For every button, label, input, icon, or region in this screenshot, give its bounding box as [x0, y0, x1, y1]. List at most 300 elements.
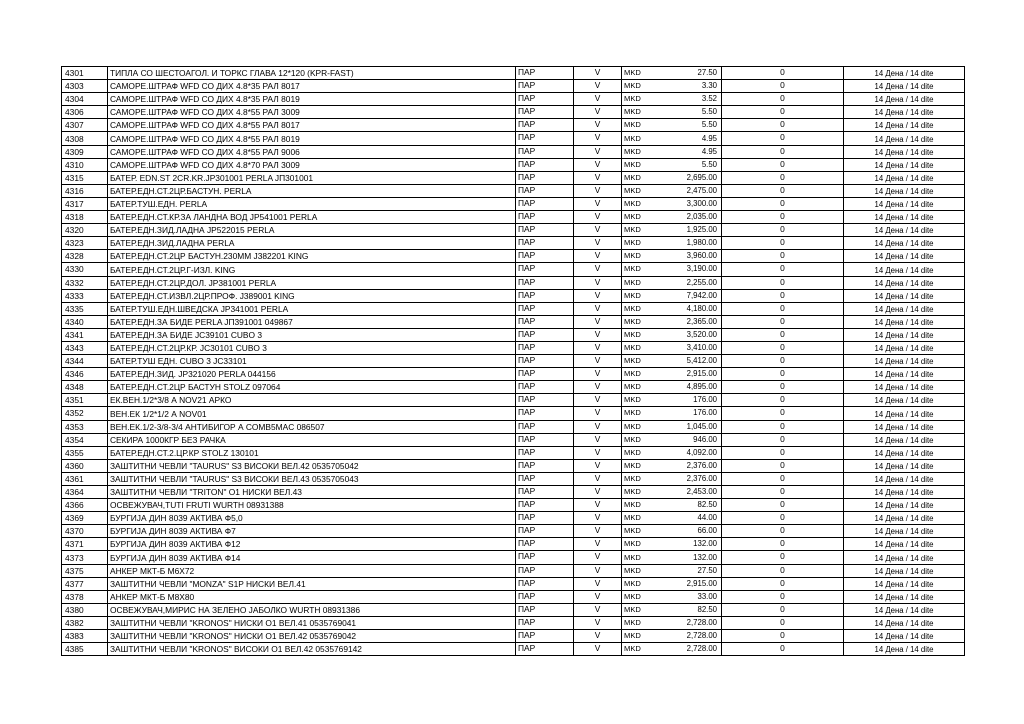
quantity-cell: 0: [722, 433, 844, 446]
currency-cell: MKD: [622, 603, 660, 616]
flag-cell: V: [574, 106, 622, 119]
price-cell: 3,300.00: [660, 197, 722, 210]
delivery-term-cell: 14 Дена / 14 dite: [844, 67, 965, 80]
item-code-cell: 4330: [62, 263, 108, 276]
table-row: [62, 486, 965, 499]
delivery-term-cell: 14 Дена / 14 dite: [844, 106, 965, 119]
item-name-cell: БАТЕР.ТУШ.ЕДН. PERLA: [108, 197, 516, 210]
item-name-cell: ВЕН.ЕК 1/2*1/2 А NOV01: [108, 407, 516, 420]
item-name-cell: САМОРЕ.ШТРАФ WFD СО ДИХ 4.8*35 РАЛ 8017: [108, 80, 516, 93]
quantity-cell: 0: [722, 302, 844, 315]
flag-cell: V: [574, 603, 622, 616]
unit-cell: ПАР: [516, 394, 574, 407]
table-row: [62, 394, 965, 407]
price-cell: 946.00: [660, 433, 722, 446]
table-row: [62, 551, 965, 564]
currency-cell: MKD: [622, 368, 660, 381]
price-cell: 2,376.00: [660, 459, 722, 472]
table-row: [62, 328, 965, 341]
delivery-term-cell: 14 Дена / 14 dite: [844, 263, 965, 276]
delivery-term-cell: 14 Дена / 14 dite: [844, 472, 965, 485]
unit-cell: ПАР: [516, 603, 574, 616]
unit-cell: ПАР: [516, 184, 574, 197]
currency-cell: MKD: [622, 276, 660, 289]
quantity-cell: 0: [722, 381, 844, 394]
table-row: [62, 407, 965, 420]
price-cell: 1,925.00: [660, 224, 722, 237]
unit-cell: ПАР: [516, 512, 574, 525]
item-name-cell: АНКЕР МКТ-Б М6Х72: [108, 564, 516, 577]
quantity-cell: 0: [722, 643, 844, 656]
item-code-cell: 4382: [62, 616, 108, 629]
currency-cell: MKD: [622, 577, 660, 590]
quantity-cell: 0: [722, 368, 844, 381]
unit-cell: ПАР: [516, 551, 574, 564]
unit-cell: ПАР: [516, 499, 574, 512]
price-cell: 3.52: [660, 93, 722, 106]
price-list-table: [61, 66, 965, 656]
flag-cell: V: [574, 630, 622, 643]
flag-cell: V: [574, 184, 622, 197]
table-row: [62, 145, 965, 158]
price-cell: 2,728.00: [660, 643, 722, 656]
price-cell: 4,180.00: [660, 302, 722, 315]
quantity-cell: 0: [722, 237, 844, 250]
delivery-term-cell: 14 Дена / 14 dite: [844, 525, 965, 538]
flag-cell: V: [574, 512, 622, 525]
quantity-cell: 0: [722, 132, 844, 145]
item-name-cell: БАТЕР.ЕДН.СТ.2ЦР БАСТУН.230ММ J382201 KING: [108, 250, 516, 263]
quantity-cell: 0: [722, 394, 844, 407]
flag-cell: V: [574, 224, 622, 237]
flag-cell: V: [574, 158, 622, 171]
flag-cell: V: [574, 459, 622, 472]
unit-cell: ПАР: [516, 93, 574, 106]
item-code-cell: 4373: [62, 551, 108, 564]
flag-cell: V: [574, 381, 622, 394]
flag-cell: V: [574, 341, 622, 354]
table-row: [62, 263, 965, 276]
flag-cell: V: [574, 171, 622, 184]
currency-cell: MKD: [622, 486, 660, 499]
flag-cell: V: [574, 590, 622, 603]
item-name-cell: БАТЕР.ЕДН.СТ.2ЦР.ДОЛ. JP381001 PERLA: [108, 276, 516, 289]
unit-cell: ПАР: [516, 341, 574, 354]
quantity-cell: 0: [722, 315, 844, 328]
currency-cell: MKD: [622, 616, 660, 629]
currency-cell: MKD: [622, 328, 660, 341]
item-code-cell: 4323: [62, 237, 108, 250]
delivery-term-cell: 14 Дена / 14 dite: [844, 237, 965, 250]
delivery-term-cell: 14 Дена / 14 dite: [844, 250, 965, 263]
currency-cell: MKD: [622, 630, 660, 643]
table-row: [62, 250, 965, 263]
flag-cell: V: [574, 67, 622, 80]
quantity-cell: 0: [722, 486, 844, 499]
quantity-cell: 0: [722, 328, 844, 341]
currency-cell: MKD: [622, 512, 660, 525]
currency-cell: MKD: [622, 171, 660, 184]
flag-cell: V: [574, 132, 622, 145]
table-row: [62, 499, 965, 512]
price-cell: 3,520.00: [660, 328, 722, 341]
item-name-cell: БАТЕР.ТУШ.ЕДН.ШВЕДСКА JP341001 PERLA: [108, 302, 516, 315]
quantity-cell: 0: [722, 590, 844, 603]
unit-cell: ПАР: [516, 211, 574, 224]
currency-cell: MKD: [622, 538, 660, 551]
unit-cell: ПАР: [516, 433, 574, 446]
flag-cell: V: [574, 394, 622, 407]
item-name-cell: ТИПЛА СО ШЕСТОАГОЛ. И ТОРКС ГЛАВА 12*120 (KPR-FAST): [108, 67, 516, 80]
currency-cell: MKD: [622, 446, 660, 459]
item-code-cell: 4316: [62, 184, 108, 197]
item-name-cell: БАТЕР.ЕДН.СТ.2ЦР.Г-ИЗЛ. KING: [108, 263, 516, 276]
price-cell: 3,960.00: [660, 250, 722, 263]
delivery-term-cell: 14 Дена / 14 dite: [844, 302, 965, 315]
item-name-cell: САМОРЕ.ШТРАФ WFD СО ДИХ 4.8*35 РАЛ 8019: [108, 93, 516, 106]
currency-cell: MKD: [622, 315, 660, 328]
flag-cell: V: [574, 328, 622, 341]
currency-cell: MKD: [622, 525, 660, 538]
item-code-cell: 4307: [62, 119, 108, 132]
flag-cell: V: [574, 119, 622, 132]
quantity-cell: 0: [722, 420, 844, 433]
item-code-cell: 4315: [62, 171, 108, 184]
item-name-cell: ОСВЕЖУВАЧ,TUTI FRUTI WURTH 08931388: [108, 499, 516, 512]
unit-cell: ПАР: [516, 577, 574, 590]
currency-cell: MKD: [622, 237, 660, 250]
delivery-term-cell: 14 Дена / 14 dite: [844, 145, 965, 158]
table-row: [62, 119, 965, 132]
table-row: [62, 616, 965, 629]
unit-cell: ПАР: [516, 302, 574, 315]
unit-cell: ПАР: [516, 381, 574, 394]
delivery-term-cell: 14 Дена / 14 dite: [844, 184, 965, 197]
unit-cell: ПАР: [516, 250, 574, 263]
item-name-cell: ВЕН.ЕК.1/2-3/8-3/4 АНТИБИГОР А COMB5MAC 086507: [108, 420, 516, 433]
price-cell: 2,695.00: [660, 171, 722, 184]
currency-cell: MKD: [622, 145, 660, 158]
table-row: [62, 93, 965, 106]
table-row: [62, 302, 965, 315]
item-code-cell: 4383: [62, 630, 108, 643]
currency-cell: MKD: [622, 197, 660, 210]
quantity-cell: 0: [722, 93, 844, 106]
currency-cell: MKD: [622, 472, 660, 485]
unit-cell: ПАР: [516, 525, 574, 538]
price-cell: 2,365.00: [660, 315, 722, 328]
table-row: [62, 197, 965, 210]
unit-cell: ПАР: [516, 106, 574, 119]
quantity-cell: 0: [722, 459, 844, 472]
delivery-term-cell: 14 Дена / 14 dite: [844, 341, 965, 354]
flag-cell: V: [574, 80, 622, 93]
delivery-term-cell: 14 Дена / 14 dite: [844, 211, 965, 224]
flag-cell: V: [574, 577, 622, 590]
quantity-cell: 0: [722, 446, 844, 459]
price-cell: 2,915.00: [660, 577, 722, 590]
price-cell: 4,895.00: [660, 381, 722, 394]
item-name-cell: БАТЕР.ЕДН.СТ.2ЦР.КР. JC30101 CUBO 3: [108, 341, 516, 354]
flag-cell: V: [574, 486, 622, 499]
flag-cell: V: [574, 472, 622, 485]
price-cell: 4.95: [660, 132, 722, 145]
item-name-cell: БУРГИЈА ДИН 8039 АКТИВА Ф5,0: [108, 512, 516, 525]
price-cell: 5,412.00: [660, 355, 722, 368]
item-code-cell: 4306: [62, 106, 108, 119]
item-name-cell: АНКЕР МКТ-Б М8Х80: [108, 590, 516, 603]
unit-cell: ПАР: [516, 472, 574, 485]
currency-cell: MKD: [622, 394, 660, 407]
item-code-cell: 4335: [62, 302, 108, 315]
item-name-cell: БАТЕР.ЕДН.СТ.2ЦР БАСТУН STOLZ 097064: [108, 381, 516, 394]
flag-cell: V: [574, 289, 622, 302]
table-row: [62, 237, 965, 250]
table-row: [62, 577, 965, 590]
item-name-cell: БАТЕР.ЕДН.ЗИД.ЛАДНА PERLA: [108, 237, 516, 250]
price-cell: 3,190.00: [660, 263, 722, 276]
delivery-term-cell: 14 Дена / 14 dite: [844, 158, 965, 171]
delivery-term-cell: 14 Дена / 14 dite: [844, 407, 965, 420]
price-cell: 66.00: [660, 525, 722, 538]
table-row: [62, 512, 965, 525]
item-code-cell: 4343: [62, 341, 108, 354]
currency-cell: MKD: [622, 355, 660, 368]
currency-cell: MKD: [622, 93, 660, 106]
unit-cell: ПАР: [516, 368, 574, 381]
item-name-cell: САМОРЕ.ШТРАФ WFD СО ДИХ 4.8*55 РАЛ 8017: [108, 119, 516, 132]
unit-cell: ПАР: [516, 224, 574, 237]
unit-cell: ПАР: [516, 171, 574, 184]
flag-cell: V: [574, 263, 622, 276]
unit-cell: ПАР: [516, 276, 574, 289]
flag-cell: V: [574, 551, 622, 564]
item-code-cell: 4354: [62, 433, 108, 446]
item-code-cell: 4351: [62, 394, 108, 407]
price-cell: 176.00: [660, 407, 722, 420]
item-code-cell: 4361: [62, 472, 108, 485]
item-name-cell: БАТЕР.ЕДН.СТ.ИЗВЛ.2ЦР.ПРОФ. J389001 KING: [108, 289, 516, 302]
quantity-cell: 0: [722, 355, 844, 368]
price-cell: 5.50: [660, 106, 722, 119]
currency-cell: MKD: [622, 302, 660, 315]
unit-cell: ПАР: [516, 67, 574, 80]
quantity-cell: 0: [722, 538, 844, 551]
currency-cell: MKD: [622, 106, 660, 119]
item-name-cell: ЗАШТИТНИ ЧЕВЛИ "TAURUS" S3 ВИСОКИ ВЕЛ.43 0535705043: [108, 472, 516, 485]
currency-cell: MKD: [622, 211, 660, 224]
quantity-cell: 0: [722, 603, 844, 616]
flag-cell: V: [574, 211, 622, 224]
price-cell: 1,980.00: [660, 237, 722, 250]
delivery-term-cell: 14 Дена / 14 dite: [844, 394, 965, 407]
quantity-cell: 0: [722, 499, 844, 512]
delivery-term-cell: 14 Дена / 14 dite: [844, 643, 965, 656]
flag-cell: V: [574, 276, 622, 289]
quantity-cell: 0: [722, 472, 844, 485]
table-row: [62, 472, 965, 485]
quantity-cell: 0: [722, 263, 844, 276]
item-code-cell: 4371: [62, 538, 108, 551]
quantity-cell: 0: [722, 289, 844, 302]
delivery-term-cell: 14 Дена / 14 dite: [844, 564, 965, 577]
item-code-cell: 4355: [62, 446, 108, 459]
delivery-term-cell: 14 Дена / 14 dite: [844, 328, 965, 341]
price-cell: 2,453.00: [660, 486, 722, 499]
price-cell: 4.95: [660, 145, 722, 158]
flag-cell: V: [574, 368, 622, 381]
item-name-cell: САМОРЕ.ШТРАФ WFD СО ДИХ 4.8*55 РАЛ 9006: [108, 145, 516, 158]
quantity-cell: 0: [722, 407, 844, 420]
delivery-term-cell: 14 Дена / 14 dite: [844, 276, 965, 289]
currency-cell: MKD: [622, 420, 660, 433]
delivery-term-cell: 14 Дена / 14 dite: [844, 355, 965, 368]
unit-cell: ПАР: [516, 315, 574, 328]
flag-cell: V: [574, 302, 622, 315]
currency-cell: MKD: [622, 289, 660, 302]
currency-cell: MKD: [622, 459, 660, 472]
item-name-cell: БАТЕР.ТУШ ЕДН. CUBO 3 JC33101: [108, 355, 516, 368]
table-row: [62, 276, 965, 289]
flag-cell: V: [574, 145, 622, 158]
table-row: [62, 446, 965, 459]
item-code-cell: 4377: [62, 577, 108, 590]
currency-cell: MKD: [622, 381, 660, 394]
currency-cell: MKD: [622, 499, 660, 512]
quantity-cell: 0: [722, 119, 844, 132]
item-name-cell: ОСВЕЖУВАЧ,МИРИС НА ЗЕЛЕНО ЈАБОЛКО WURTH 08931386: [108, 603, 516, 616]
table-row: [62, 590, 965, 603]
quantity-cell: 0: [722, 551, 844, 564]
unit-cell: ПАР: [516, 538, 574, 551]
price-cell: 33.00: [660, 590, 722, 603]
quantity-cell: 0: [722, 630, 844, 643]
delivery-term-cell: 14 Дена / 14 dite: [844, 119, 965, 132]
price-cell: 7,942.00: [660, 289, 722, 302]
table-body: [62, 67, 965, 656]
table-row: [62, 368, 965, 381]
currency-cell: MKD: [622, 224, 660, 237]
quantity-cell: 0: [722, 211, 844, 224]
currency-cell: MKD: [622, 119, 660, 132]
delivery-term-cell: 14 Дена / 14 dite: [844, 538, 965, 551]
price-cell: 27.50: [660, 564, 722, 577]
item-name-cell: БАТЕР.ЕДН.ЗИД.ЛАДНА JP522015 PERLA: [108, 224, 516, 237]
quantity-cell: 0: [722, 276, 844, 289]
item-code-cell: 4303: [62, 80, 108, 93]
quantity-cell: 0: [722, 158, 844, 171]
unit-cell: ПАР: [516, 564, 574, 577]
table-row: [62, 224, 965, 237]
price-cell: 2,035.00: [660, 211, 722, 224]
price-cell: 2,915.00: [660, 368, 722, 381]
currency-cell: MKD: [622, 564, 660, 577]
unit-cell: ПАР: [516, 616, 574, 629]
item-code-cell: 4309: [62, 145, 108, 158]
table-row: [62, 171, 965, 184]
item-code-cell: 4332: [62, 276, 108, 289]
table-row: [62, 184, 965, 197]
unit-cell: ПАР: [516, 197, 574, 210]
item-name-cell: БАТЕР.ЕДН.ЗИД. JP321020 PERLA 044156: [108, 368, 516, 381]
price-cell: 132.00: [660, 551, 722, 564]
delivery-term-cell: 14 Дена / 14 dite: [844, 433, 965, 446]
item-name-cell: БАТЕР.ЕДН.СТ.2ЦР.БАСТУН. PERLA: [108, 184, 516, 197]
currency-cell: MKD: [622, 407, 660, 420]
item-code-cell: 4301: [62, 67, 108, 80]
table-row: [62, 420, 965, 433]
table-row: [62, 525, 965, 538]
item-code-cell: 4346: [62, 368, 108, 381]
item-name-cell: ЗАШТИТНИ ЧЕВЛИ "KRONOS" НИСКИ О1 ВЕЛ.42 0535769042: [108, 630, 516, 643]
item-code-cell: 4318: [62, 211, 108, 224]
delivery-term-cell: 14 Дена / 14 dite: [844, 224, 965, 237]
delivery-term-cell: 14 Дена / 14 dite: [844, 446, 965, 459]
delivery-term-cell: 14 Дена / 14 dite: [844, 512, 965, 525]
flag-cell: V: [574, 315, 622, 328]
table-row: [62, 132, 965, 145]
price-cell: 5.50: [660, 119, 722, 132]
price-cell: 82.50: [660, 603, 722, 616]
unit-cell: ПАР: [516, 355, 574, 368]
item-code-cell: 4375: [62, 564, 108, 577]
currency-cell: MKD: [622, 67, 660, 80]
flag-cell: V: [574, 616, 622, 629]
item-code-cell: 4310: [62, 158, 108, 171]
item-name-cell: БУРГИЈА ДИН 8039 АКТИВА Ф14: [108, 551, 516, 564]
table-row: [62, 315, 965, 328]
delivery-term-cell: 14 Дена / 14 dite: [844, 381, 965, 394]
delivery-term-cell: 14 Дена / 14 dite: [844, 551, 965, 564]
item-name-cell: ЗАШТИТНИ ЧЕВЛИ "TAURUS" S3 ВИСОКИ ВЕЛ.42 0535705042: [108, 459, 516, 472]
delivery-term-cell: 14 Дена / 14 dite: [844, 603, 965, 616]
unit-cell: ПАР: [516, 459, 574, 472]
item-name-cell: БАТЕР.ЕДН.ЗА БИДЕ JC39101 CUBO 3: [108, 328, 516, 341]
price-cell: 2,376.00: [660, 472, 722, 485]
item-code-cell: 4385: [62, 643, 108, 656]
unit-cell: ПАР: [516, 80, 574, 93]
flag-cell: V: [574, 643, 622, 656]
item-code-cell: 4370: [62, 525, 108, 538]
table-row: [62, 289, 965, 302]
unit-cell: ПАР: [516, 132, 574, 145]
flag-cell: V: [574, 446, 622, 459]
price-cell: 2,728.00: [660, 616, 722, 629]
currency-cell: MKD: [622, 184, 660, 197]
item-name-cell: СЕКИРА 1000КГР БЕЗ РАЧКА: [108, 433, 516, 446]
currency-cell: MKD: [622, 433, 660, 446]
flag-cell: V: [574, 564, 622, 577]
unit-cell: ПАР: [516, 446, 574, 459]
item-name-cell: БУРГИЈА ДИН 8039 АКТИВА Ф7: [108, 525, 516, 538]
unit-cell: ПАР: [516, 590, 574, 603]
item-name-cell: БАТЕР.ЕДН.СТ.2.ЦР.КР STOLZ 130101: [108, 446, 516, 459]
table-row: [62, 643, 965, 656]
unit-cell: ПАР: [516, 289, 574, 302]
item-name-cell: САМОРЕ.ШТРАФ WFD СО ДИХ 4.8*55 РАЛ 3009: [108, 106, 516, 119]
unit-cell: ПАР: [516, 263, 574, 276]
item-name-cell: БУРГИЈА ДИН 8039 АКТИВА Ф12: [108, 538, 516, 551]
table-row: [62, 603, 965, 616]
flag-cell: V: [574, 407, 622, 420]
delivery-term-cell: 14 Дена / 14 dite: [844, 93, 965, 106]
quantity-cell: 0: [722, 512, 844, 525]
item-code-cell: 4378: [62, 590, 108, 603]
table-row: [62, 538, 965, 551]
unit-cell: ПАР: [516, 145, 574, 158]
delivery-term-cell: 14 Дена / 14 dite: [844, 590, 965, 603]
price-cell: 5.50: [660, 158, 722, 171]
